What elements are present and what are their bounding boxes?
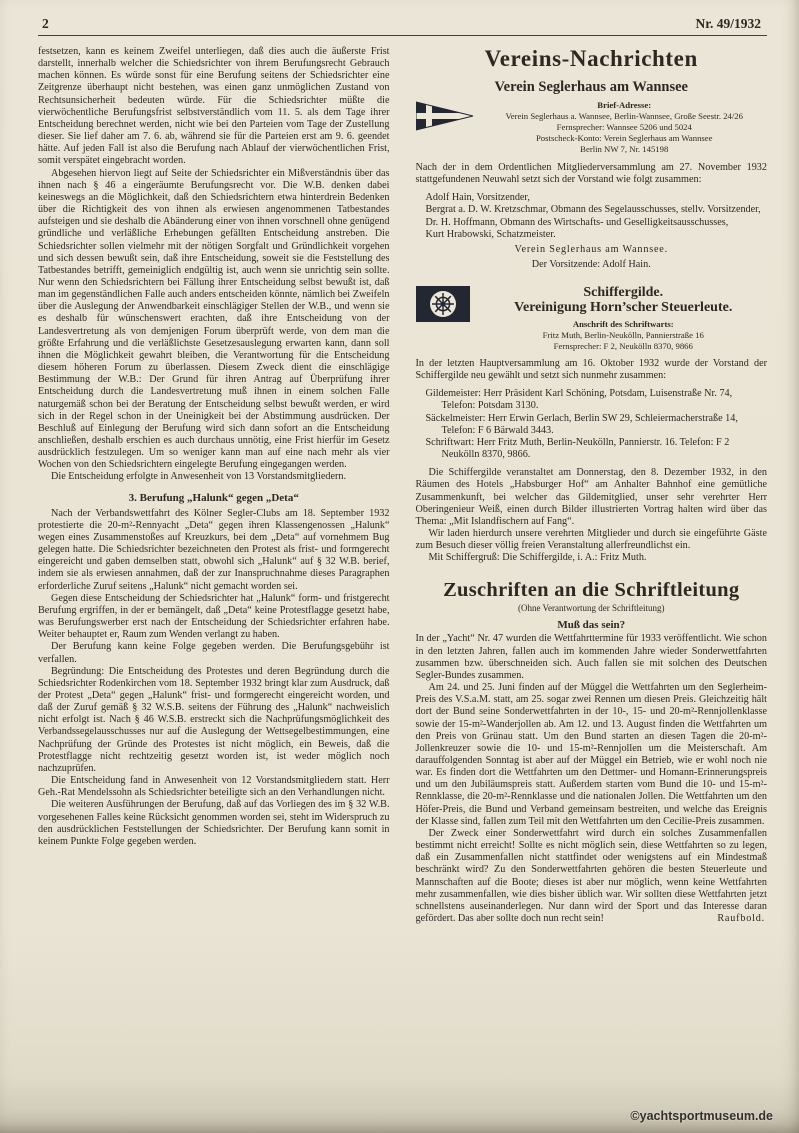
ship-wheel-flag-icon — [416, 285, 470, 322]
schiffergilde-paragraph: Die Schiffergilde veranstaltet am Donnerstag, den 8. Dezember 1932, in den Räumen des Hotels „Habsburger Hof“ am Anhalter Bahnhof eine gemütliche Zusammenkunft, bei welcher das Gildemitglied, unser sehr verehrter Herr Oberingenieur Weiß, einen durch Bilder illustrierten Vortrag halten wird über das Thema: „Mit Islandfischern auf Fang“. — [415, 467, 767, 527]
issue-number: Nr. 49/1932 — [695, 16, 761, 31]
left-column — [38, 46, 390, 925]
letter-paragraph: Der Zweck einer Sonderwettfahrt wird durch ein solches Zusammenfallen bestimmt nicht erreicht! Sollte es nicht möglich sein, diese Wettfahrten so zu legen, daß ein Zusammenfallen nicht stattfindet oder wenigstens auf ein Mindestmaß beschränkt wird? Zu den Sonderwettfahrten gehören die besten Steuerleute und Mannschaften auf die Boote; dieses ist aber nur möglich, wenn keine Wettfahrten mehr zusammenfallen, wie dies bisher üblich war. Wir sollten diese Wettfahrten jetzt schnellstens auseinanderlegen. Nur dann wird der Sport und das Interesse daran gefördert. Das aber sollte doch nun recht sein! — [415, 827, 767, 925]
zuschriften-subtitle: (Ohne Verantwortung der Schriftleitung) — [517, 603, 665, 614]
schiffergilde-titles — [480, 285, 768, 352]
schiffergilde-intro: In der letzten Hauptversammlung am 16. Oktober 1932 wurde der Vorstand der Schiffergilde neu gewählt und setzt sich nunmehr zusammen: — [415, 357, 767, 382]
seglerhaus-intro: Nach der in dem Ordentlichen Mitgliederversammlung am 27. November 1932 stattgefundenen Neuwahl setzt sich der Vorstand wie folgt zusammen: — [415, 162, 767, 186]
seglerhaus-signoff-club: Verein Seglerhaus am Wannsee. — [514, 243, 668, 255]
schiffergilde-address-block — [480, 319, 768, 352]
address-line: Fernsprecher: F 2, Neukölln 8370, 9866 — [553, 340, 693, 351]
article-paragraph: Die Entscheidung fand in Anwesenheit von 12 Vorstandsmitgliedern statt. Herr Geh.-Rat Mendelssohn als Schiedsrichter beteiligte sich an den Verhandlungen nicht. — [38, 775, 390, 799]
address-line: Fritz Muth, Berlin-Neukölln, Pannierstraße 16 — [542, 329, 704, 340]
watermark: ©yachtsportmuseum.de — [630, 1109, 773, 1123]
section-seglerhaus — [416, 79, 768, 272]
zuschriften-title: Zuschriften an die Schriftleitung — [443, 579, 740, 602]
officer-line: Säckelmeister: Herr Erwin Gerlach, Berlin SW 29, Schleiermacherstraße 14, Telefon: F 6 Bärwald 3443. — [425, 412, 738, 436]
address-line: Brief-Adresse: — [597, 100, 652, 110]
article-paragraph: Nach der Verbandswettfahrt des Kölner Segler-Clubs am 18. September 1932 protestierte die 20-m²-Rennyacht „Deta“ gegen ihren Klassengenossen „Halunk“ wegen eines Zusammenstoßes auf Kreuzkurs, bei dem „Deta“ auf vornehmem Bug gelegen hatte. Die Schiedsrichter bezeichneten den Protest als frist- und formgerecht eingereicht und gaben demselben statt, obwohl sich „Halunk“ auf § 32 W.B. berief, indem sie als erwiesen annahmen, daß der zur Inanspruchnahme dieses Paragraphen erforderliche Zuruf seitens „Halunk“ nicht gemacht worden sei. — [38, 507, 390, 592]
address-line: Berlin NW 7, Nr. 145198 — [580, 144, 669, 154]
address-line: Fernsprecher: Wannsee 5206 und 5024 — [556, 122, 692, 132]
letter-signature: Raufbold. — [717, 913, 765, 925]
header-rule — [38, 35, 767, 36]
board-member-line: Bergrat a. D. W. Kretzschmar, Obmann des Segelausschusses, stellv. Vorsitzender, — [425, 204, 761, 216]
schiffergilde-heading-1: Schiffergilde. — [583, 284, 664, 300]
officer-line: Gildemeister: Herr Präsident Karl Schöning, Potsdam, Luisenstraße Nr. 74, Telefon: Potsdam 3130. — [425, 388, 733, 412]
schiffergilde-header — [416, 285, 768, 352]
section-heading-berufung: 3. Berufung „Halunk“ gegen „Deta“ — [128, 491, 299, 504]
address-line: Verein Seglerhaus a. Wannsee, Berlin-Wannsee, Große Seestr. 24/26 — [505, 111, 743, 121]
section-schiffergilde — [416, 285, 768, 565]
two-column-layout — [38, 46, 767, 925]
seglerhaus-heading: Verein Seglerhaus am Wannsee — [494, 79, 688, 95]
seglerhaus-address-block — [416, 100, 768, 155]
page-number: 2 — [42, 16, 49, 31]
letter-paragraph: Am 24. und 25. Juni finden auf der Müggel die Wettfahrten um den Seglerheim-Preis des V.S.a.M. statt, am 25. sogar zwei Rennen um diesen Preis. Gleichzeitig hält dort der Bund seine Sonderwettfahrten in der 10-, 15- und 20-m²-Rennjollenklasse sowie der 15-m²-Wanderjollen ab. Am 12. und 13. August finden die Wettfahrten um den Preis von Grünau statt. Um den Bund starten an diesen Tagen die 20-m²-Jollenkreuzer sowie die 10- und 15-m²-Rennjollen um die Meisterschaft. Am darauffolgenden Sonntag ist aber auf der Müggel ein Betrieb, wie er wohl noch nie war. Es finden dort die Wettfahrten um den Dettmer- und Homann-Erinnerungspreis und um den Jubiläumspreis statt. Außerdem starten vom Bund die 10- und 15-m²-Rennklasse, die 20-m²-Rennklasse und die nationalen Jollen. Die Wettfahrten um den Höfer-Preis, die Bund und Verband gemeinsam bestreiten, und welche das Ereignis der Klasse sind, fallen zum Teil mit den Wettfahrten um den Cecilie-Preis zusammen. — [415, 682, 767, 827]
seglerhaus-address-lines — [482, 100, 768, 155]
article-paragraph: Die Entscheidung erfolgte in Anwesenheit von 13 Vorstandsmitgliedern. — [51, 471, 347, 483]
board-member-line: Dr. H. Hoffmann, Obmann des Wirtschafts- und Geselligkeitsausschusses, — [425, 216, 729, 228]
schiffergilde-paragraph: Mit Schiffergruß: Die Schiffergilde, i. A.: Fritz Muth. — [428, 552, 647, 564]
seglerhaus-signoff-chairman: Der Vorsitzende: Adolf Hain. — [531, 259, 651, 271]
right-column — [416, 46, 768, 925]
article-paragraph: festsetzen, kann es keinem Zweifel unterliegen, daß dies auch die äußerste Frist darstellt, innerhalb welcher die Schiedsrichter von ihrem Berufungsrecht Gebrauch machen können. Es würde sonst für eine Berufung seitens der Schiedsrichter eine Zeitgrenze überhaupt nicht bestehen, was einen ganz unmöglichen Zustand von Rechtsunsicherheit bedeuten würde. Für die Schiedsrichter müßte die vierwöchentliche Berufungsfrist selbstverständlich vom 11. 5. als dem Tage ihrer Entscheidung berechnet werden, nicht wie bei den Parteien vom Tage der Zustellung dieser. Sie lief daher am 7. 6. ab, während sie für die Parteien erst am 9. 6. geendet hätte. Auf jeden Fall ist also die Berufung nach Ablauf der vierwöchentlichen Frist, somit verspätet eingebracht worden. — [38, 46, 390, 167]
article-paragraph: Abgesehen hiervon liegt auf Seite der Schiedsrichter ein Mißverständnis über das ihnen nach § 46 a eingeräumte Berufungsrecht vor. Die W.B. denken dabei keineswegs an die Möglichkeit, daß den Schiedsrichtern etwa hinterdrein Bedenken über die Richtigkeit des von ihnen als erwiesen angenommenen Tatbestandes aufsteigen und sie deshalb die Abänderung einer von ihnen vorschnell ohne genügend gründliche und verläßliche Erhebungen gefällten Entscheidung anstreben. Die Schiedsrichter sollen vielmehr mit der nötigen Sorgfalt und Gründlichkeit vorgehen und sich dessen bewußt sein, daß ihre Entscheidung, soweit sie die Feststellung des Tatbestandes betrifft, gemeiniglich endgültig ist, auch wenn sie unrichtig sein sollte. Nur wenn den Schiedsrichtern bei Fällung ihrer Entscheidung selbst bewußt ist, daß man im gegenständlichen Falle auch anders entscheiden könnte, nämlich bei Zweifeln über die Auslegung der Anwendbarkeit einschlägiger Stellen der W.B., und wenn sie es deshalb für wünschenswert erachten, daß ihre Entscheidung von der Landesvertretung als von demjenigen Forum überprüft werde, von dem man die größte Erfahrung und die verläßlichste Gesetzesauslegung erwarten kann, dann soll ihnen die Möglichkeit gewahrt bleiben, die Verantwortung für die Entscheidung diesem höheren Forum zu überlassen. Diesem Zweck dient die einschlägige Bestimmung der W.B.: Der Grund für ihren Antrag auf Überprüfung ihrer Entscheidung durch die Landesvertretung muß ihnen in einem solchen Falle naturgemäß schon bei der Beratung der Entscheidung selbst bewußt werden, er wird sich in der Regel schon in der Uneinigkeit bei der Abstimmung ausdrücken. Der Beschluß auf Einlegung der Berufung wird sich dann sofort an die Entscheidung anschließen, deshalb erschien es auch durchaus unnötig, eine Frist hierfür im Gesetz ausdrücklich festzulegen. Um so weniger kann man auf eine nach mehr als vier Wochen von den Schiedsrichtern eingelegte Berufung eingegangen werden. — [38, 167, 390, 471]
letter-heading: Muß das sein? — [557, 619, 626, 632]
vereins-nachrichten-title: Vereins-Nachrichten — [484, 46, 698, 71]
article-paragraph: Gegen diese Entscheidung der Schiedsrichter hat „Halunk“ form- und fristgerecht Berufung ergriffen, in der er bemängelt, daß „Deta“ keine Protestflagge gesetzt habe, was Berufungswerber erst nach der Entscheidung der Schiedsrichter erfahren habe. Weiter behauptet er, Raum zum Wenden verlangt zu haben. — [38, 592, 390, 641]
schiffergilde-heading-2: Vereinigung Horn’scher Steuerleute. — [514, 300, 733, 316]
officer-line: Schriftwart: Herr Fritz Muth, Berlin-Neukölln, Pannierstr. 16. Telefon: F 2 Neukölln 8370, 9866. — [425, 436, 730, 461]
article-paragraph: Der Berufung kann keine Folge gegeben werden. Die Berufungsgebühr ist verfallen. — [38, 641, 390, 665]
letter-paragraph: In der „Yacht“ Nr. 47 wurden die Wettfahrttermine für 1933 veröffentlicht. Wie schon in den letzten Jahren, fallen auch im kommenden Jahre wieder Sonderwettfahrten zusammen bzw. überschneiden sich. Auch fallen sie mit solchen des Deutschen Segler-Bundes zusammen. — [415, 633, 767, 681]
address-line: Postscheck-Konto: Verein Seglerhaus am Wannsee — [535, 133, 713, 143]
club-burgee-pennant-icon — [416, 100, 474, 131]
board-member-line: Adolf Hain, Vorsitzender, — [425, 192, 530, 204]
section-zuschriften — [416, 579, 768, 925]
board-member-line: Kurt Hrabowski, Schatzmeister. — [425, 228, 556, 240]
page-header — [38, 16, 767, 35]
article-paragraph: Begründung: Die Entscheidung des Protestes und deren Begründung durch die Schiedsrichter Rodenkirchen vom 18. September 1932 bringt klar zum Ausdruck, daß der Protest „Deta“ gegen „Halunk“ frist- und formgerecht eingereicht worden, und daß der Zuruf gemäß § 32 W.S.B. seitens der Führung des „Halunk“ nachweislich nicht erfolgt ist. Nach § 46 W.S.B. erstreckt sich die Nachprüfungsmöglichkeit des Verbandssegelausschusses nur auf die Auslegung der Wettsegelbestimmungen, eine Nachprüfung der Gründe des Protestes ist nicht möglich, ein Beweis, daß die Protestflagge nicht rechtzeitig gesetzt worden ist, ist weder möglich noch nachzuprüfen. — [38, 665, 390, 774]
address-label: Anschrift des Schriftwarts: — [572, 318, 674, 329]
article-paragraph: Die weiteren Ausführungen der Berufung, daß auf das Vorliegen des im § 32 W.B. vorgesehenen Falles keine Rücksicht genommen worden sei, steht im Widerspruch zu den ausdrücklichen Feststellungen der Schiedsrichter. Der Berufung kann somit in keinem Punkte Folge gegeben werden. — [38, 799, 390, 847]
schiffergilde-paragraph: Wir laden hierdurch unsere verehrten Mitglieder und durch sie eingeführte Gäste zum Besuch dieser völlig freien Veranstaltung allerfreundlichst ein. — [415, 527, 767, 552]
